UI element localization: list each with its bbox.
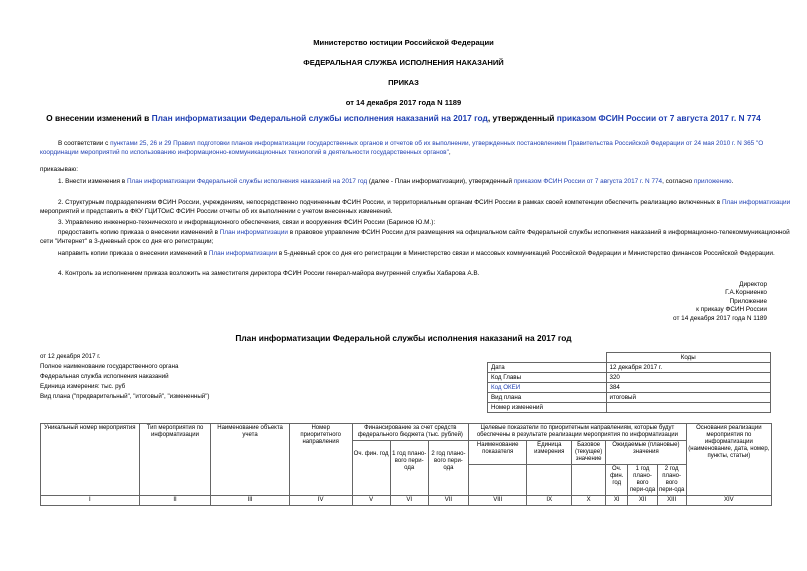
codes-header: Коды (606, 353, 771, 363)
item-text: , согласно (662, 178, 695, 185)
order-title (40, 113, 767, 124)
codes-row (488, 403, 771, 413)
col-target-indicators: Целевые показатели по приоритетным направлениям, которые будут обеспечены в результате реализации мероприятия по информатизации (469, 424, 687, 441)
codes-row-label: Код Главы (488, 373, 607, 383)
item-1-paragraph (40, 178, 792, 187)
item-text: в 5-дневный срок со дня его регистрации в Министерство связи и массовых коммуникаций Российской Федерации и Министерство финансов Российской Федерации. (277, 250, 775, 257)
col-measure-type: Тип мероприятия по информатизации (139, 424, 211, 496)
item-1-appendix-link[interactable]: приложению (694, 178, 732, 185)
plan-info-date: от 12 декабря 2017 г. (40, 353, 101, 360)
item-text: в правовое управление ФСИН России для размещения на официальном сайте Федеральной службы исполнения наказаний в информационно-телекоммуникационной сети "Интернет" в 3-дневный срок со дня его регистрации; (40, 229, 790, 245)
plan-table (40, 423, 772, 506)
col-basis: Основания реализации мероприятия по информатизации (наименование, дата, номер, пункты, статьи) (686, 424, 771, 496)
col-fin-year-0: Оч. фин. год (352, 441, 390, 496)
item-text: предоставить копию приказа о внесении изменений в (58, 229, 220, 236)
order-title-text: , утвержденный (487, 113, 557, 123)
col-indicator-name: Наименование показателя (469, 441, 527, 465)
codes-row-value (606, 403, 771, 413)
numeral-cell: VIII (469, 496, 527, 506)
item-1-plan-link[interactable]: План информатизации Федеральной службы исполнения наказаний на 2017 год (126, 178, 368, 185)
service-heading: ФЕДЕРАЛЬНАЯ СЛУЖБА ИСПОЛНЕНИЯ НАКАЗАНИЙ (303, 58, 504, 67)
numeral-cell: XIII (657, 496, 686, 506)
preamble-rules-link[interactable]: пунктами 25, 26 и 29 Правил подготовки планов информатизации государственных органов и отчетов об их выполнении, утвержденных постановлением Правительства Российской Федерации от 24 мая 2010 г. N 365 "О координации мероприятий по использованию информационно-коммуникационных технологий в деятельности государственных органов" (40, 140, 764, 156)
item-3a-plan-link[interactable]: План информатизации (219, 229, 288, 236)
appendix-order-date: от 14 декабря 2017 года N 1189 (673, 314, 767, 322)
plan-info-type: Вид плана ("предварительный", "итоговый", "измененный") (40, 393, 210, 400)
codes-row (488, 363, 771, 373)
codes-row-value: 320 (606, 373, 771, 383)
preamble-paragraph (40, 140, 792, 157)
numeral-cell: IX (527, 496, 572, 506)
numeral-cell: X (572, 496, 606, 506)
order-word: приказываю: (40, 166, 78, 173)
codes-row-label (488, 383, 607, 393)
item-text: 1. Внести изменения в (58, 178, 127, 185)
plan-table-numerals-row (41, 496, 772, 506)
numeral-cell: V (352, 496, 390, 506)
item-text: . (731, 178, 734, 185)
codes-row-value: 384 (606, 383, 771, 393)
numeral-cell: IV (289, 496, 352, 506)
numeral-cell: XI (606, 496, 628, 506)
numeral-cell: XIV (686, 496, 771, 506)
col-unique-number: Уникальный номер мероприятия (41, 424, 140, 496)
numeral-cell: VI (390, 496, 428, 506)
preamble-text: , (448, 148, 451, 156)
numeral-cell: I (41, 496, 140, 506)
item-text: (далее - План информатизации), утвержденный (367, 178, 514, 185)
item-3b-plan-link[interactable]: План информатизации (208, 250, 278, 257)
col-fin-year-1: 1 год плано-вого пери-ода (390, 441, 428, 496)
codes-row-label: Номер изменений (488, 403, 607, 413)
col-fin-year-2: 2 год плано-вого пери-ода (428, 441, 468, 496)
okei-link[interactable]: Код ОКЕИ (491, 384, 521, 391)
item-text: направить копии приказа о внесении изменений в (58, 250, 209, 257)
col-exp-year-2: 2 год плано-вого пери-ода (657, 465, 686, 496)
col-indicator-name-sub (469, 465, 527, 496)
appendix-label: Приложение (729, 297, 767, 305)
codes-row-label: Вид плана (488, 393, 607, 403)
col-base-value-sub (572, 465, 606, 496)
item-3b-paragraph (40, 250, 792, 259)
item-1-order-link[interactable]: приказом ФСИН России от 7 августа 2017 г. N 774 (513, 178, 663, 185)
numeral-cell: II (139, 496, 211, 506)
codes-row (488, 373, 771, 383)
order-date-heading: от 14 декабря 2017 года N 1189 (345, 98, 462, 107)
codes-row-label: Дата (488, 363, 607, 373)
codes-table (487, 352, 771, 413)
plan-info-label: Полное наименование государственного органа (40, 363, 179, 370)
codes-row-value: 12 декабря 2017 г. (606, 363, 771, 373)
ministry-heading: Министерство юстиции Российской Федерации (313, 38, 494, 47)
appendix-order-ref: к приказу ФСИН России (696, 306, 767, 314)
plan-info-unit: Единица измерения: тыс. руб (40, 383, 126, 390)
order-title-text: О внесении изменений в (46, 113, 152, 123)
codes-row (488, 383, 771, 393)
signature-position: Директор (739, 281, 767, 288)
item-4-paragraph: 4. Контроль за исполнением приказа возложить на заместителя директора ФСИН России генерал-майора внутренней службы Хабарова А.В. (58, 270, 480, 277)
order-title-plan-link[interactable]: План информатизации Федеральной службы исполнения наказаний на 2017 год (151, 113, 488, 123)
codes-header-row (488, 353, 771, 363)
col-unit-sub (527, 465, 572, 496)
codes-empty-cell (488, 353, 607, 363)
item-2-plan-link[interactable]: План информатизации (721, 199, 791, 206)
col-priority-number: Номер приоритетного направления (289, 424, 352, 496)
col-financing: Финансирование за счет средств федерального бюджета (тыс. рублей) (352, 424, 469, 441)
numeral-cell: III (211, 496, 289, 506)
col-expected-values: Ожидаемые (плановые) значения (606, 441, 687, 465)
preamble-text: В соответствии с (58, 140, 111, 147)
plan-table-header-row (41, 424, 772, 441)
item-text: 2. Структурным подразделениям ФСИН России, учреждениям, непосредственно подчиненным ФСИН России, и территориальным органам ФСИН России в рамках своей компетенции обеспечить реализацию включенных в (58, 199, 722, 206)
codes-row-value: итоговый (606, 393, 771, 403)
col-exp-year-0: Оч. фин. год (606, 465, 628, 496)
doc-type-heading: ПРИКАЗ (388, 78, 419, 87)
col-exp-year-1: 1 год плано-вого пери-ода (628, 465, 657, 496)
plan-info-left (40, 352, 209, 402)
plan-title: План информатизации Федеральной службы исполнения наказаний на 2017 год (235, 333, 572, 343)
signature-block (673, 281, 767, 323)
item-2-paragraph (40, 199, 792, 216)
item-3-paragraph: 3. Управлению инженерно-технического и информационного обеспечения, связи и вооружения ФСИН России (Баринов Ю.М.): (58, 219, 436, 226)
numeral-cell: VII (428, 496, 468, 506)
item-text: мероприятий и представить в ФКУ ГЦИТОиС ФСИН России отчеты об их выполнении с учетом внесенных изменений. (40, 207, 393, 215)
plan-info-agency: Федеральная служба исполнения наказаний (40, 373, 169, 380)
signature-name: Г.А.Корниенко (725, 289, 767, 297)
col-base-value: Базовое (текущее) значение (572, 441, 606, 465)
order-title-order-link[interactable]: приказом ФСИН России от 7 августа 2017 г. N 774 (556, 113, 761, 123)
numeral-cell: XII (628, 496, 657, 506)
item-3a-paragraph (40, 229, 792, 246)
codes-row (488, 393, 771, 403)
col-object-name: Наименование объекта учета (211, 424, 289, 496)
col-unit: Единица измерения (527, 441, 572, 465)
